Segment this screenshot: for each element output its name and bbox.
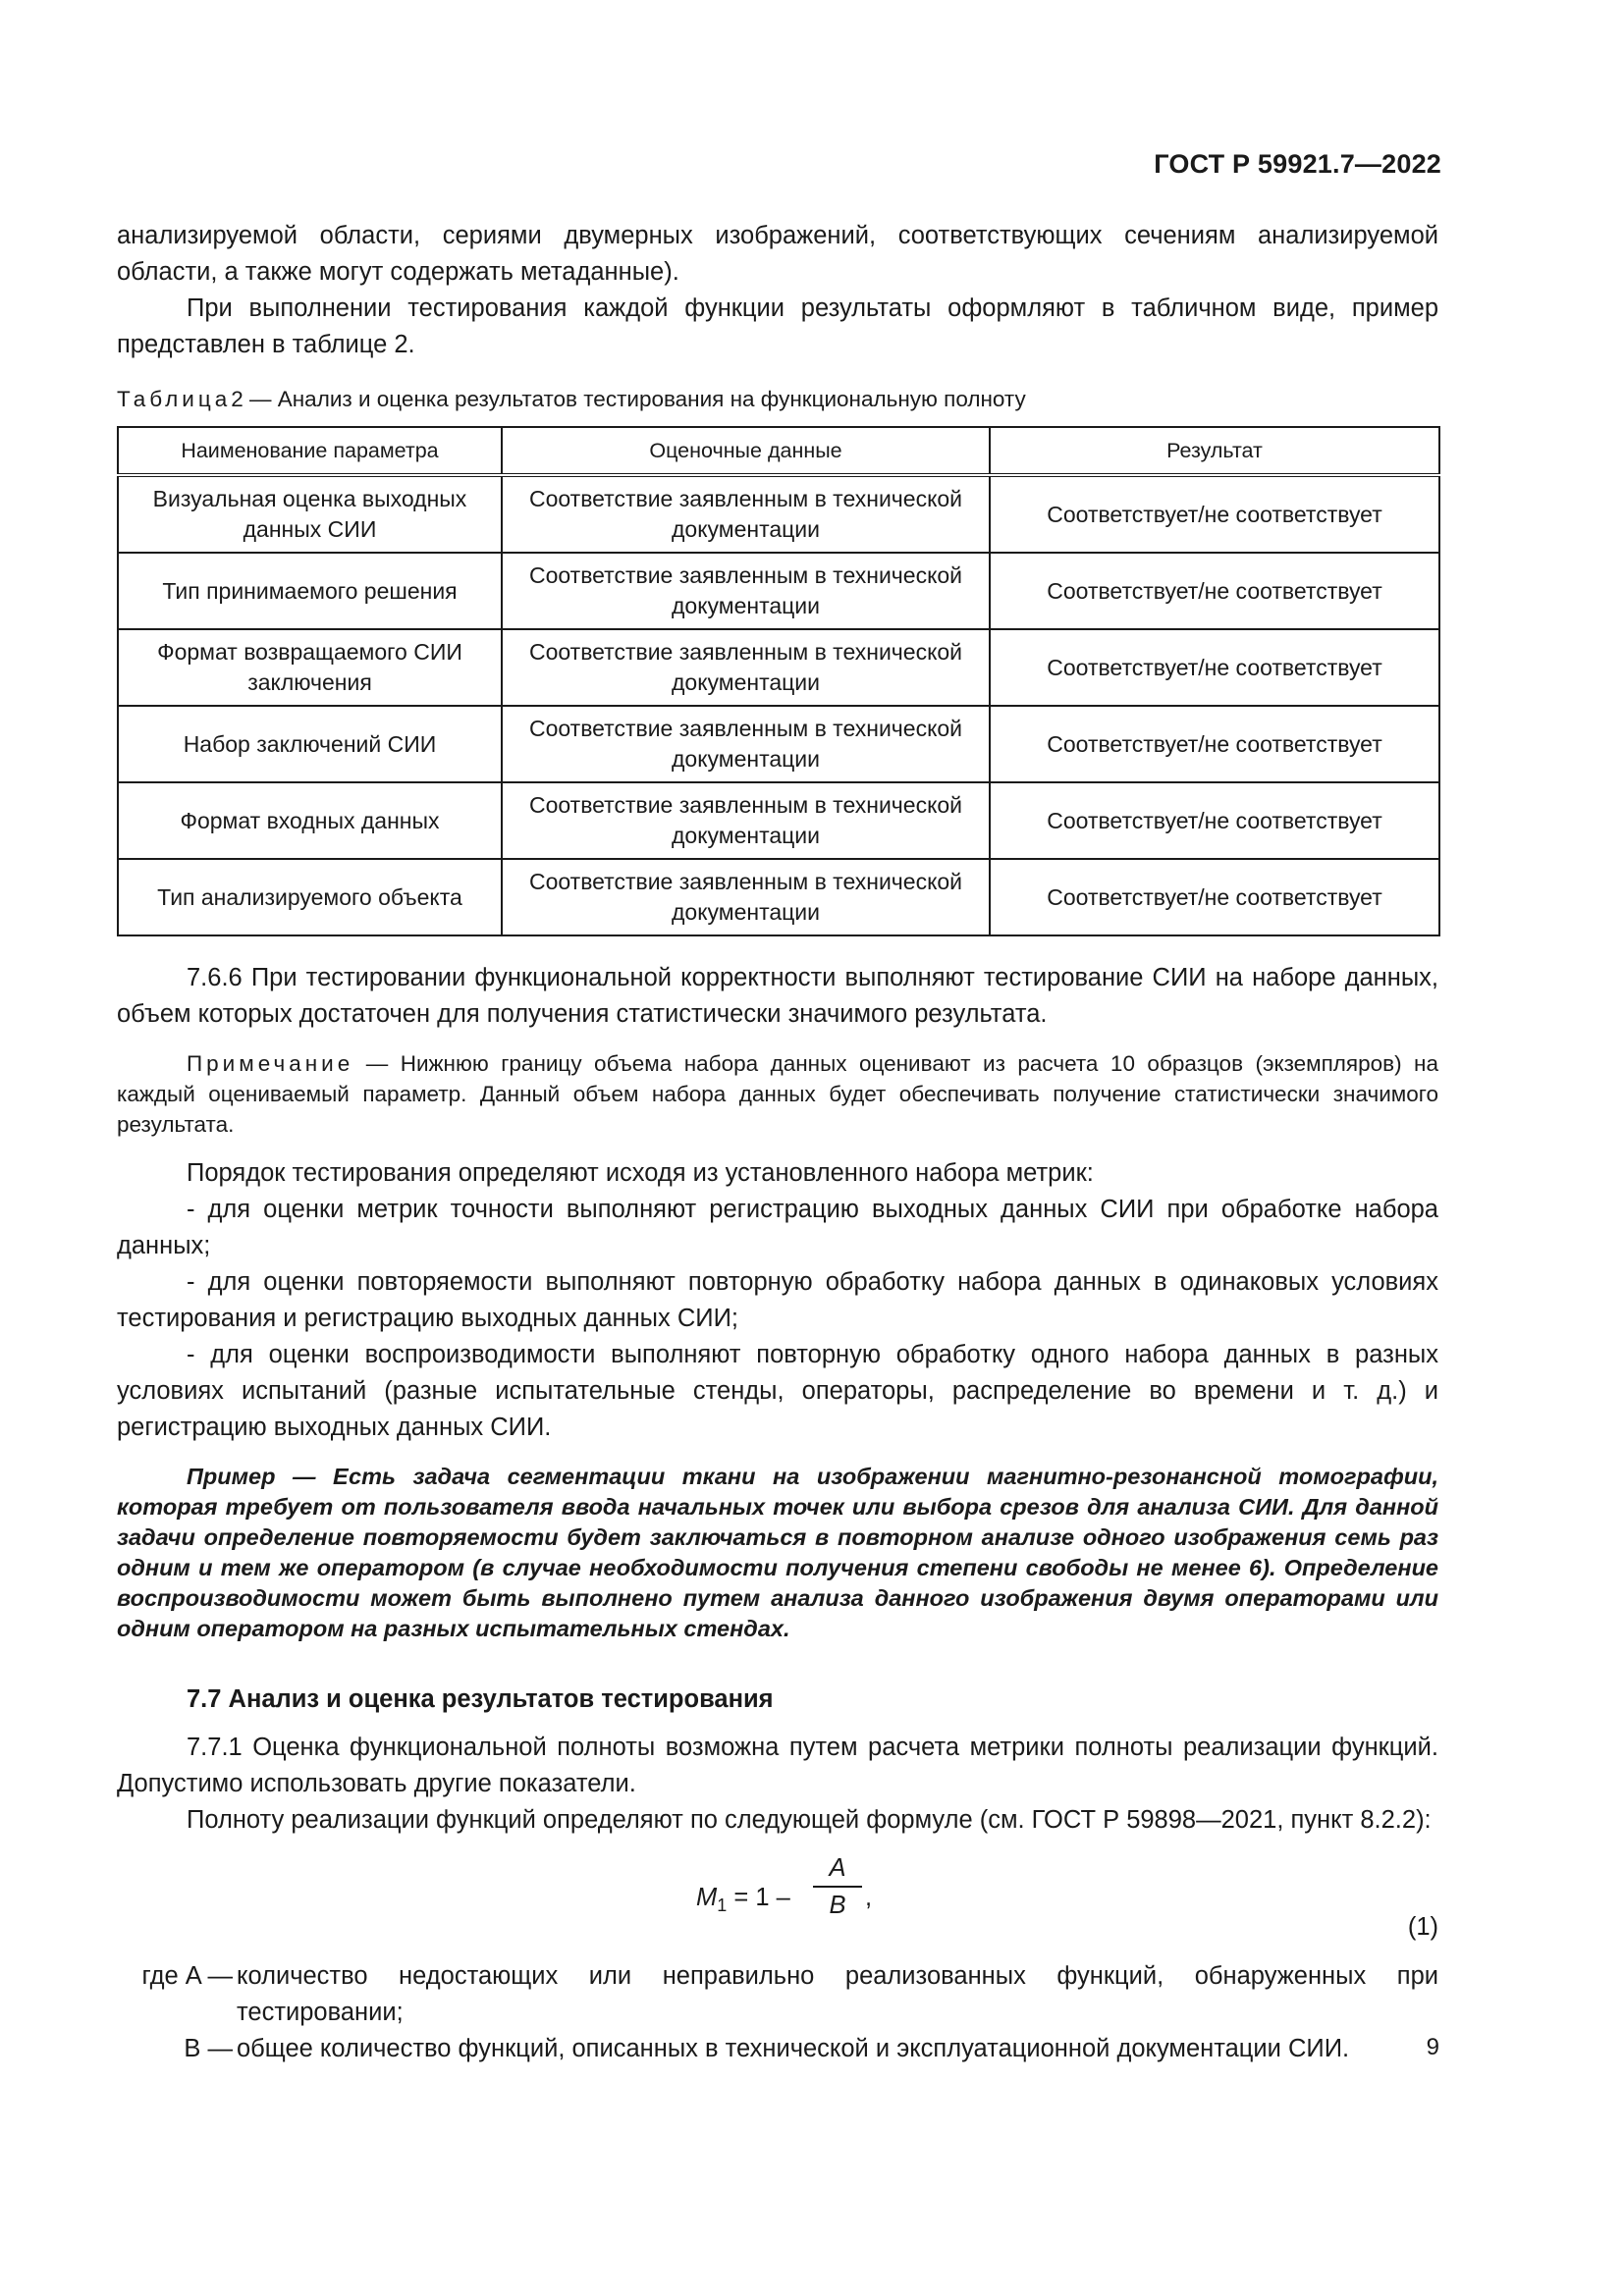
legend-item [117,1958,1438,2031]
table-cell: Соответствует/не соответствует [990,629,1439,706]
formula-var: M [696,1884,718,1911]
list-item: - для оценки метрик точности выполняют регистрацию выходных данных СИИ при обработке набора данных; [117,1196,1438,1259]
table-cell: Соответствует/не соответствует [990,782,1439,859]
table-cell: Набор заключений СИИ [118,706,502,782]
continuation-paragraph: анализируемой области, сериями двумерных изображений, соответствующих сечениям анализируемой области, а также могут содержать метаданные). [117,222,1438,286]
table-row [118,475,1439,553]
order-intro: Порядок тестирования определяют исходя из установленного набора метрик: [187,1159,1094,1187]
intro-paragraph: При выполнении тестирования каждой функции результаты оформляют в табличном виде, пример представлен в таблице 2. [117,294,1438,358]
formula-rhs-prefix: = 1 – [727,1884,790,1911]
table-row [118,859,1439,935]
note-label: Примечание [187,1051,354,1076]
table-row [118,782,1439,859]
document-header: ГОСТ Р 59921.7—2022 [1154,149,1441,179]
legend-text: количество недостающих или неправильно реализованных функций, обнаруженных при тестировании; [237,1962,1438,2026]
list-item: - для оценки повторяемости выполняют повторную обработку набора данных в одинаковых условиях тестирования и регистрацию выходных данных СИИ; [117,1268,1438,1332]
table-caption-text: 2 — Анализ и оценка результатов тестирования на функциональную полноту [231,387,1026,411]
header-result: Результат [990,427,1439,475]
table-cell: Соответствует/не соответствует [990,475,1439,553]
list-item: - для оценки воспроизводимости выполняют повторную обработку одного набора данных в разных условиях испытаний (разные испытательные стенды, операторы, распределение во времени и т. д.) и регистрацию выходных данных СИИ. [117,1341,1438,1441]
table-cell: Соответствует/не соответствует [990,706,1439,782]
table-cell: Соответствие заявленным в технической документации [502,629,990,706]
table-cell: Соответствует/не соответствует [990,553,1439,629]
legend-label: B — [184,2035,233,2062]
table-cell: Соответствует/не соответствует [990,859,1439,935]
formula-suffix: , [865,1884,873,1911]
section-7-7-title: 7.7 Анализ и оценка результатов тестирования [187,1685,774,1713]
formula-1 [117,1846,1438,1941]
table-cell: Тип анализируемого объекта [118,859,502,935]
table-cell: Соответствие заявленным в технической документации [502,475,990,553]
table-cell: Формат входных данных [118,782,502,859]
note-block [117,1048,1438,1140]
formula-legend [117,1958,1438,2067]
legend-item [117,2031,1438,2067]
section-7-7-1-paragraph: 7.7.1 Оценка функциональной полноты возможна путем расчета метрики полноты реализации функций. Допустимо использовать другие показатели. [117,1734,1438,1797]
table-caption-label: Таблица [117,387,232,411]
table-cell: Соответствие заявленным в технической документации [502,859,990,935]
formula-intro-paragraph: Полноту реализации функций определяют по следующей формуле (см. ГОСТ Р 59898—2021, пункт 8.2.2): [187,1806,1432,1834]
table-row [118,629,1439,706]
formula-lhs [696,1880,790,1924]
table-cell: Формат возвращаемого СИИ заключения [118,629,502,706]
page-content [117,218,1438,2067]
table-header-row [118,427,1439,475]
table-caption [117,385,1438,414]
note-text: — Нижнюю границу объема набора данных оценивают из расчета 10 образцов (экземпляров) на каждый оцениваемый параметр. Данный объем набора данных будет обеспечивать получение статистически значимого результата. [117,1051,1438,1137]
header-evaluation: Оценочные данные [502,427,990,475]
table-cell: Соответствие заявленным в технической документации [502,782,990,859]
formula-sub: 1 [717,1896,728,1916]
equation-number: (1) [1407,1913,1438,1941]
section-7-6-6-paragraph: 7.6.6 При тестировании функциональной корректности выполняют тестирование СИИ на наборе данных, объем которых достаточен для получения статистически значимого результата. [117,964,1438,1028]
table-cell: Соответствие заявленным в технической документации [502,706,990,782]
legend-label: где A — [141,1962,233,1990]
table-cell: Тип принимаемого решения [118,553,502,629]
example-block: Пример — Есть задача сегментации ткани на изображении магнитно-резонансной томографии, которая требует от пользователя ввода начальных точек или выбора срезов для анализа СИИ. Для данной задачи определение повторяемости будет заключаться в повторном анализе одного изображения семь раз одним и тем же оператором (в случае необходимости получения степени свободы не менее 6). Определение воспроизводимости может быть выполнено путем анализа данного изображения двумя операторами или одним оператором на разных испытательных стендах. [117,1464,1438,1641]
formula-numerator: A [829,1854,846,1882]
table-row [118,706,1439,782]
table-cell: Соответствие заявленным в технической документации [502,553,990,629]
page-number: 9 [1426,2034,1439,2060]
legend-text: общее количество функций, описанных в технической и эксплуатационной документации СИИ. [237,2035,1350,2062]
header-parameter: Наименование параметра [118,427,502,475]
table-row [118,553,1439,629]
fraction-bar [813,1886,862,1888]
formula-denominator: B [829,1892,846,1919]
results-table [117,426,1440,936]
table-cell: Визуальная оценка выходных данных СИИ [118,475,502,553]
formula-fraction [813,1852,862,1921]
